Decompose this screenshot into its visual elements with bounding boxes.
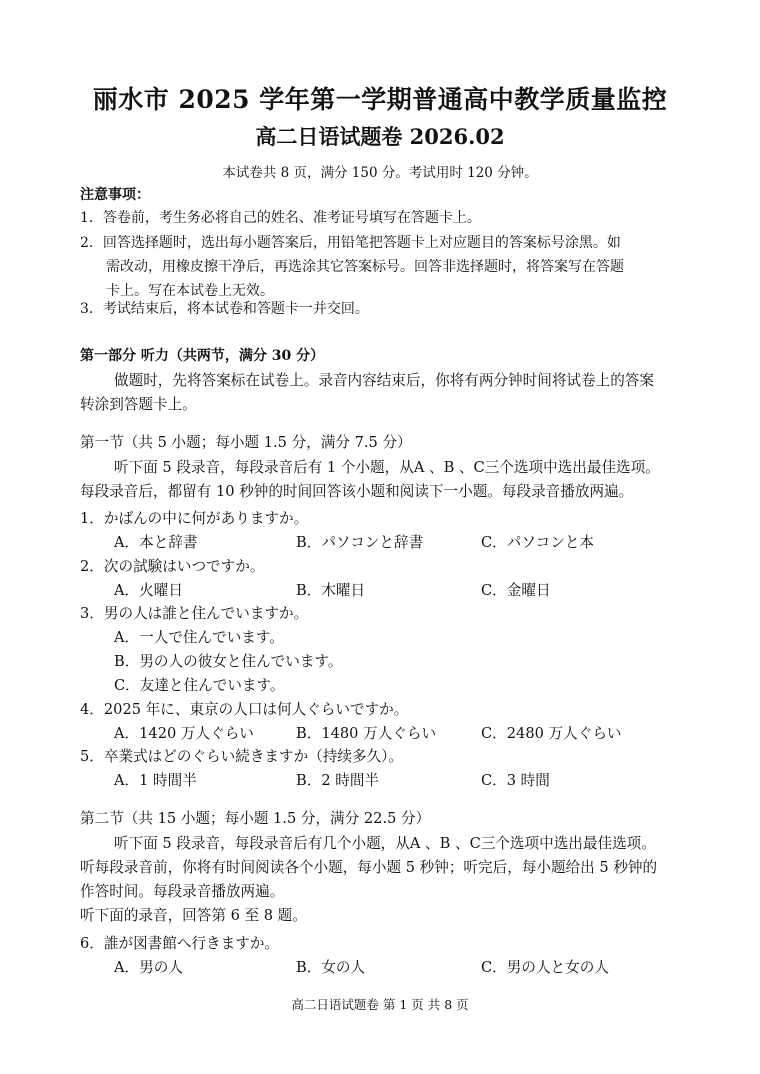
question-5-stem: 5．卒業式はどのぐらい続きますか（持续多久）。 [80,748,404,765]
page-footer: 高二日语试题卷 第 1 页 共 8 页 [291,997,469,1012]
section1-instr-line-2: 每段录音后，都留有 10 秒钟的时间回答该小题和阅读下一小题。每段录音播放两遍。 [80,483,634,500]
notes-item-3: 3．考试结束后，将本试卷和答题卡一并交回。 [80,301,369,317]
notes-item-2-line-3: 卡上。写在本试卷上无效。 [106,283,274,299]
section1-instr-line-1: 听下面 5 段录音，每段录音后有 1 个小题，从A 、B 、C三个选项中选出最佳选项。 [114,459,660,476]
question-1-option-c: C．パソコンと本 [481,534,595,551]
section2-instr-line-4: 听下面的录音，回答第 6 至 8 题。 [80,907,307,924]
section2-heading: 第二节（共 15 小题；每小题 1.5 分，满分 22.5 分） [80,810,431,827]
question-3-stem: 3．男の人は誰と住んでいますか。 [80,605,309,622]
question-1-stem: 1．かばんの中に何がありますか。 [80,510,309,527]
question-6-option-c: C．男の人と女の人 [481,959,609,976]
question-2-stem: 2．次の試験はいつですか。 [80,558,265,575]
question-5-option-c: C．3 時間 [481,772,550,789]
question-3-option-b: B．男の人の彼女と住んでいます。 [114,653,343,670]
notes-item-2-line-2: 需改动，用橡皮擦干净后，再选涂其它答案标号。回答非选择题时，将答案写在答题 [106,259,624,275]
question-3-option-c: C．友達と住んでいます。 [114,677,285,694]
part1-intro-line-2: 转涂到答题卡上。 [80,396,197,413]
notes-heading: 注意事项： [80,187,150,203]
question-1-option-a: A．本と辞書 [114,534,198,551]
exam-title: 丽水市 2025 学年第一学期普通高中教学质量监控 [92,85,668,114]
part1-intro-line-1: 做题时，先将答案标在试卷上。录音内容结束后，你将有两分钟时间将试卷上的答案 [114,372,654,389]
question-1-option-b: B．パソコンと辞書 [296,534,424,551]
question-5-option-b: B．2 時間半 [296,772,380,789]
section2-instr-line-2: 听每段录音前，你将有时间阅读各个小题，每小题 5 秒钟；听完后，每小题给出 5 秒钟的 [80,859,658,876]
question-3-option-a: A．一人で住んでいます。 [114,629,284,646]
exam-subtitle: 高二日语试题卷 2026.02 [255,124,505,149]
question-5-option-a: A．1 時間半 [114,772,197,789]
question-4-option-c: C．2480 万人ぐらい [481,725,622,742]
question-6-option-a: A．男の人 [114,959,183,976]
notes-item-2-line-1: 2．回答选择题时，选出每小题答案后，用铅笔把答题卡上对应题目的答案标号涂黑。如 [80,235,621,251]
question-6-stem: 6．誰が図書館へ行きますか。 [80,935,280,952]
notes-item-1: 1．答卷前，考生务必将自己的姓名、准考证号填写在答题卡上。 [80,210,481,226]
exam-meta: 本试卷共 8 页，满分 150 分。考试用时 120 分钟。 [222,165,538,181]
question-2-option-c: C．金曜日 [481,582,551,599]
section2-instr-line-3: 作答时间。每段录音播放两遍。 [80,883,285,900]
section2-instr-line-1: 听下面 5 段录音，每段录音后有几个小题，从A 、B 、C三个选项中选出最佳选项。 [114,835,656,852]
question-2-option-a: A．火曜日 [114,582,183,599]
section1-heading: 第一节（共 5 小题；每小题 1.5 分，满分 7.5 分） [80,434,412,451]
question-4-stem: 4．2025 年に、東京の人口は何人ぐらいですか。 [80,701,409,718]
question-4-option-a: A．1420 万人ぐらい [114,725,254,742]
question-2-option-b: B．木曜日 [296,582,366,599]
part1-heading: 第一部分 听力（共两节，满分 30 分） [80,348,325,364]
question-4-option-b: B．1480 万人ぐらい [296,725,437,742]
question-6-option-b: B．女の人 [296,959,366,976]
